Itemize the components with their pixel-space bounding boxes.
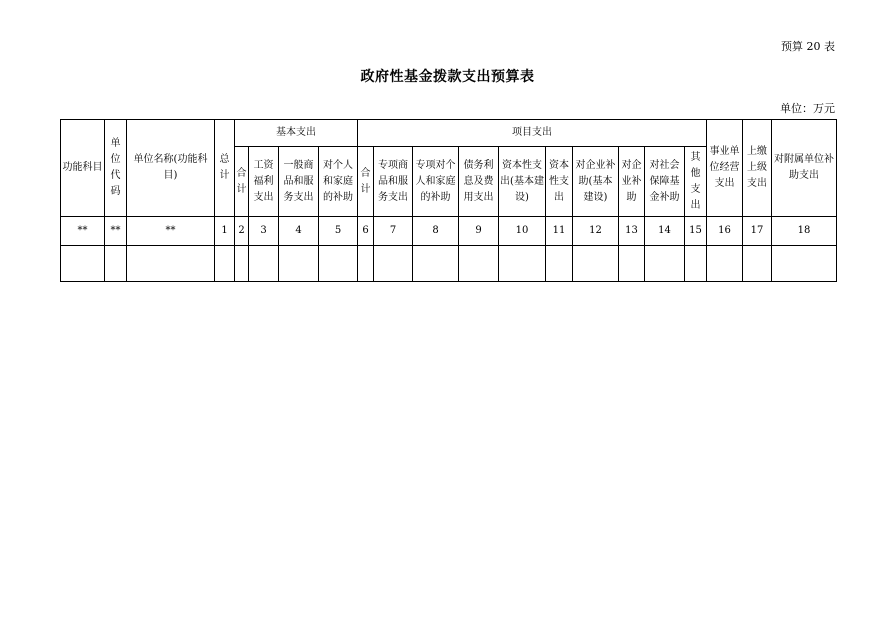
data-cell: [743, 246, 772, 282]
data-row-empty: [61, 246, 837, 282]
data-cell: [499, 246, 546, 282]
header-project-special-goods-text: 专项商品和服务支出: [378, 159, 408, 203]
header-project-other: [685, 147, 707, 217]
header-basic-wage-text: 工资福利支出: [253, 159, 274, 203]
header-upper-remit: [743, 120, 772, 217]
header-project-subtotal-text: 合计: [360, 167, 371, 195]
header-affiliated-subsidy: [772, 120, 837, 217]
header-func-subject: 功能科目: [61, 120, 105, 217]
header-project-capital: [546, 147, 573, 217]
data-cell: [685, 246, 707, 282]
index-cell: 8: [413, 217, 459, 246]
header-business-expense-text: 事业单位经营支出: [709, 146, 740, 189]
header-project-subtotal: [358, 147, 374, 217]
header-business-expense: [707, 120, 743, 217]
index-cell: 15: [685, 217, 707, 246]
document-title: 政府性基金拨款支出预算表: [360, 69, 535, 85]
data-cell: [61, 246, 105, 282]
index-cell: 5: [319, 217, 358, 246]
data-cell: [358, 246, 374, 282]
table-number: 预算 20 表: [781, 40, 835, 53]
header-project-other-text: 其他支出: [690, 151, 701, 211]
header-basic-goods: [279, 147, 319, 217]
index-cell: 6: [358, 217, 374, 246]
header-project-enterprise-construction: [573, 147, 619, 217]
index-cell: 11: [546, 217, 573, 246]
index-cell: 7: [374, 217, 413, 246]
header-project-enterprise-text: 对企业补助: [621, 159, 642, 203]
header-project-enterprise-construction-text: 对企业补助(基本建设): [575, 159, 616, 203]
data-cell: [459, 246, 499, 282]
index-cell: 16: [707, 217, 743, 246]
data-cell: [319, 246, 358, 282]
header-project-special-individual: [413, 147, 459, 217]
header-basic-individual: [319, 147, 358, 217]
header-project-debt-text: 债务利息及费用支出: [463, 159, 494, 203]
index-cell: 18: [772, 217, 837, 246]
header-basic-subtotal-text: 合计: [236, 167, 247, 195]
header-row-top: [61, 120, 837, 147]
index-cell: 1: [215, 217, 235, 246]
data-cell: [105, 246, 127, 282]
index-cell: 2: [235, 217, 249, 246]
data-cell: [707, 246, 743, 282]
data-cell: [249, 246, 279, 282]
header-project-capital-construction: [499, 147, 546, 217]
header-basic-subtotal: [235, 147, 249, 217]
data-cell: [374, 246, 413, 282]
index-row: [61, 217, 837, 246]
header-affiliated-subsidy-text: 对附属单位补助支出: [774, 154, 835, 181]
header-group-project: 项目支出: [358, 120, 707, 147]
header-group-basic: 基本支出: [235, 120, 358, 147]
data-cell: [235, 246, 249, 282]
index-cell: **: [105, 217, 127, 246]
header-project-capital-construction-text: 资本性支出(基本建设): [500, 159, 544, 203]
unit-label: 单位：万元: [780, 102, 835, 115]
data-cell: [413, 246, 459, 282]
header-unit-code-text: 单位代码: [110, 138, 121, 197]
index-cell: 12: [573, 217, 619, 246]
header-project-special-individual-text: 专项对个人和家庭的补助: [415, 159, 456, 203]
index-cell: 4: [279, 217, 319, 246]
header-basic-goods-text: 一般商品和服务支出: [283, 159, 314, 203]
index-cell: **: [127, 217, 215, 246]
index-cell: 13: [619, 217, 645, 246]
header-basic-wage: [249, 147, 279, 217]
index-cell: 14: [645, 217, 685, 246]
data-cell: [645, 246, 685, 282]
index-cell: 10: [499, 217, 546, 246]
data-cell: [215, 246, 235, 282]
data-cell: [772, 246, 837, 282]
index-cell: **: [61, 217, 105, 246]
header-project-debt: [459, 147, 499, 217]
budget-table: [60, 119, 837, 282]
index-cell: 3: [249, 217, 279, 246]
data-cell: [619, 246, 645, 282]
header-total: [215, 120, 235, 217]
header-upper-remit-text: 上缴上级支出: [747, 146, 768, 189]
header-project-capital-text: 资本性支出: [549, 159, 569, 203]
index-cell: 17: [743, 217, 772, 246]
data-cell: [573, 246, 619, 282]
header-project-social-fund-text: 对社会保障基金补助: [649, 159, 680, 203]
data-cell: [279, 246, 319, 282]
header-total-text: 总计: [219, 154, 230, 181]
data-cell: [127, 246, 215, 282]
index-cell: 9: [459, 217, 499, 246]
header-project-social-fund: [645, 147, 685, 217]
header-unit-name: 单位名称(功能科目): [127, 120, 215, 217]
header-basic-individual-text: 对个人和家庭的补助: [323, 159, 353, 203]
header-project-special-goods: [374, 147, 413, 217]
data-cell: [546, 246, 573, 282]
header-project-enterprise: [619, 147, 645, 217]
header-unit-code: [105, 120, 127, 217]
